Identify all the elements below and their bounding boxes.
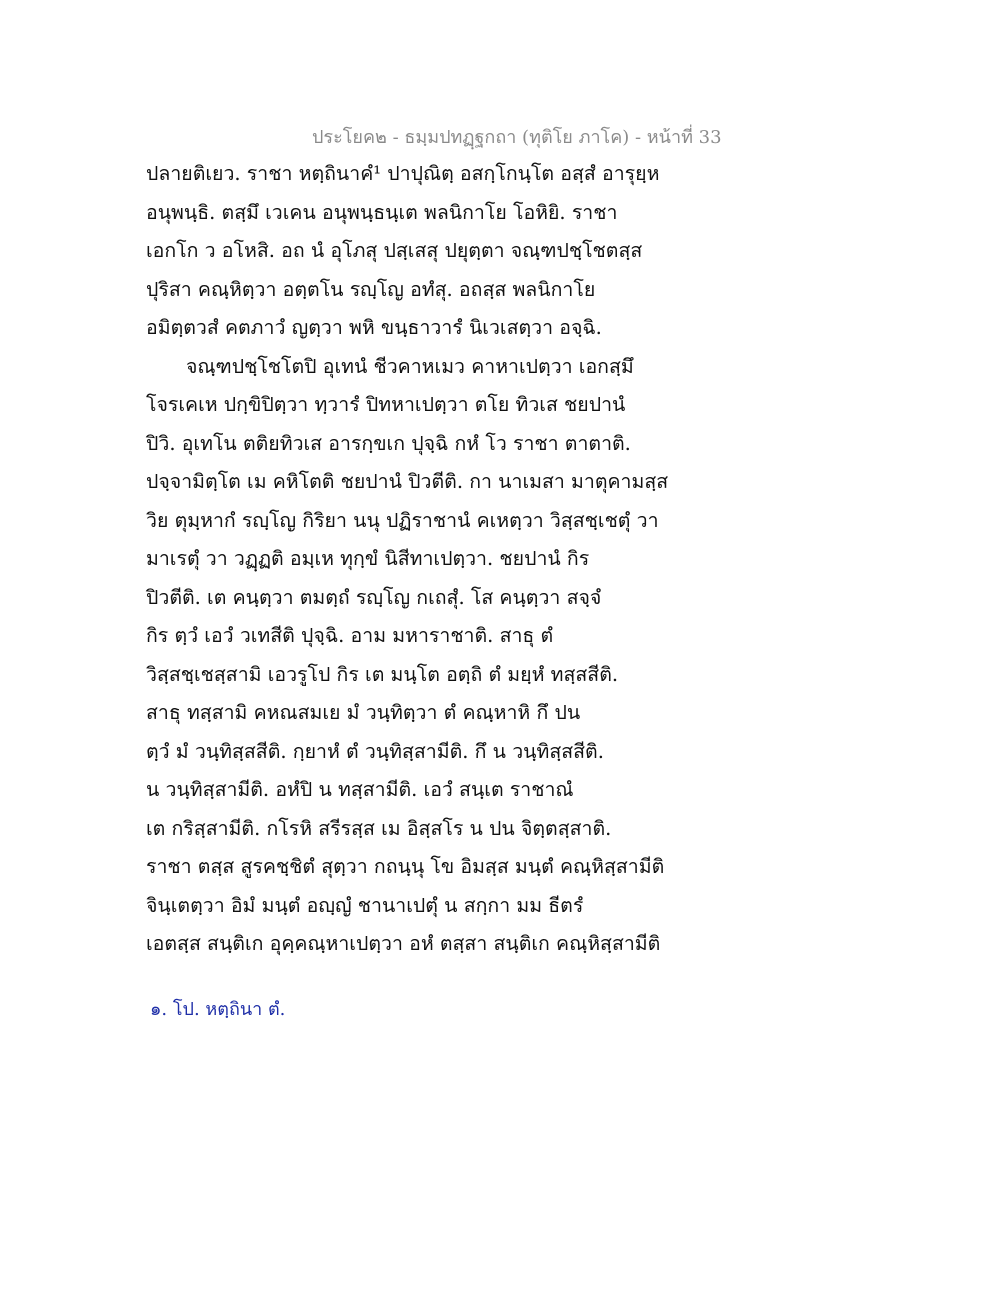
text-line-9: ปจฺจามิตฺโต เม คหิโตติ ชยปานํ ปิวตีติ. กา นาเมสา มาตุคามสฺส (146, 470, 669, 493)
text-line-11: มาเรตุํ วา วฏฺฏติ อมฺเห ทุกฺขํ นิสีทาเปตฺวา. ชยปานํ กิร (146, 547, 590, 570)
text-line-2: อนุพนฺธิ. ตสฺมึ เวเคน อนุพนฺธนฺเต พลนิกาโย โอหิยิ. ราชา (146, 200, 618, 224)
text-line-16: ตฺวํ มํ วนฺทิสฺสสีติ. กฺยาหํ ตํ วนฺทิสฺสามีติ. กึ น วนฺทิสฺสสีติ. (146, 739, 604, 763)
text-line-10: วิย ตุมฺหากํ รญฺโญ กิริยา นนุ ปฏิราชานํ คเหตฺวา วิสฺสชฺเชตุํ วา (146, 508, 659, 532)
text-line-12: ปิวตีติ. เต คนฺตฺวา ตมตฺถํ รญฺโญ กเถสุํ. โส คนฺตฺวา สจฺจํ (146, 585, 602, 609)
text-line-5: อมิตฺตวสํ คตภาวํ ญตฺวา พหิ ขนฺธาวารํ นิเวเสตฺวา อจฺฉิ. (146, 316, 602, 339)
text-line-6: จณฺฑปชฺโชโตปิ อุเทนํ ชีวคาหเมว คาหาเปตฺวา เอกสฺมึ (186, 354, 634, 378)
text-line-19: ราชา ตสฺส สูรคชฺชิตํ สุตฺวา กถนฺนุ โข อิมสฺส มนฺตํ คณฺหิสฺสามีติ (146, 855, 665, 878)
text-line-21: เอตสฺส สนฺติเก อุคฺคณฺหาเปตฺวา อหํ ตสฺสา สนฺติเก คณฺหิสฺสามีติ (146, 932, 661, 955)
text-line-1: ปลายติเยว. ราชา หตฺถินาคํ¹ ปาปุณิตฺ อสกฺโกนฺโต อสฺสํ อารุยฺห (146, 162, 660, 185)
body-text (146, 160, 686, 969)
text-line-17: น วนฺทิสฺสามีติ. อหํปิ น ทสฺสามีติ. เอวํ สนฺเต ราชาณํ (146, 778, 574, 801)
text-line-7: โจรเคเห ปกฺขิปิตฺวา ทฺวารํ ปิทหาเปตฺวา ตโย ทิวเส ชยปานํ (146, 393, 626, 416)
text-line-18: เต กริสฺสามีติ. กโรหิ สรีรสฺส เม อิสฺสโร น ปน จิตฺตสฺสาติ. (146, 816, 612, 840)
text-line-15: สาธุ ทสฺสามิ คหณสมเย มํ วนฺทิตฺวา ตํ คณฺหาหิ กึ ปน (146, 701, 581, 724)
text-line-3: เอกโก ว อโหสิ. อถ นํ อุโภสุ ปสฺเสสุ ปยุตฺตา จณฺฑปชฺโชตสฺส (146, 239, 643, 262)
text-line-8: ปิวิ. อุเทโน ตติยทิวเส อารกฺขเก ปุจฺฉิ กหํ โว ราชา ตาตาติ. (146, 431, 631, 455)
running-header: ประโยค๒ - ธมฺมปทฏฺฐกถา (ทุติโย ภาโค) - หน้าที่ 33 (312, 127, 722, 148)
text-line-14: วิสฺสชฺเชสฺสามิ เอวรูโป กิร เต มนฺโต อตฺถิ ตํ มยฺหํ ทสฺสสีติ. (146, 662, 619, 686)
text-line-4: ปุริสา คณฺหิตฺวา อตฺตโน รญฺโญ อทํสุ. อถสฺส พลนิกาโย (146, 277, 596, 301)
text-line-13: กิร ตฺวํ เอวํ วเทสีติ ปุจฺฉิ. อาม มหาราชาติ. สาธุ ตํ (146, 624, 554, 647)
text-line-20: จินฺเตตฺวา อิมํ มนฺตํ อญฺญํ ชานาเปตุํ น สกฺกา มม ธีตรํ (146, 893, 584, 917)
footnote: ๑. โป. หตฺถินา ตํ. (150, 999, 286, 1020)
